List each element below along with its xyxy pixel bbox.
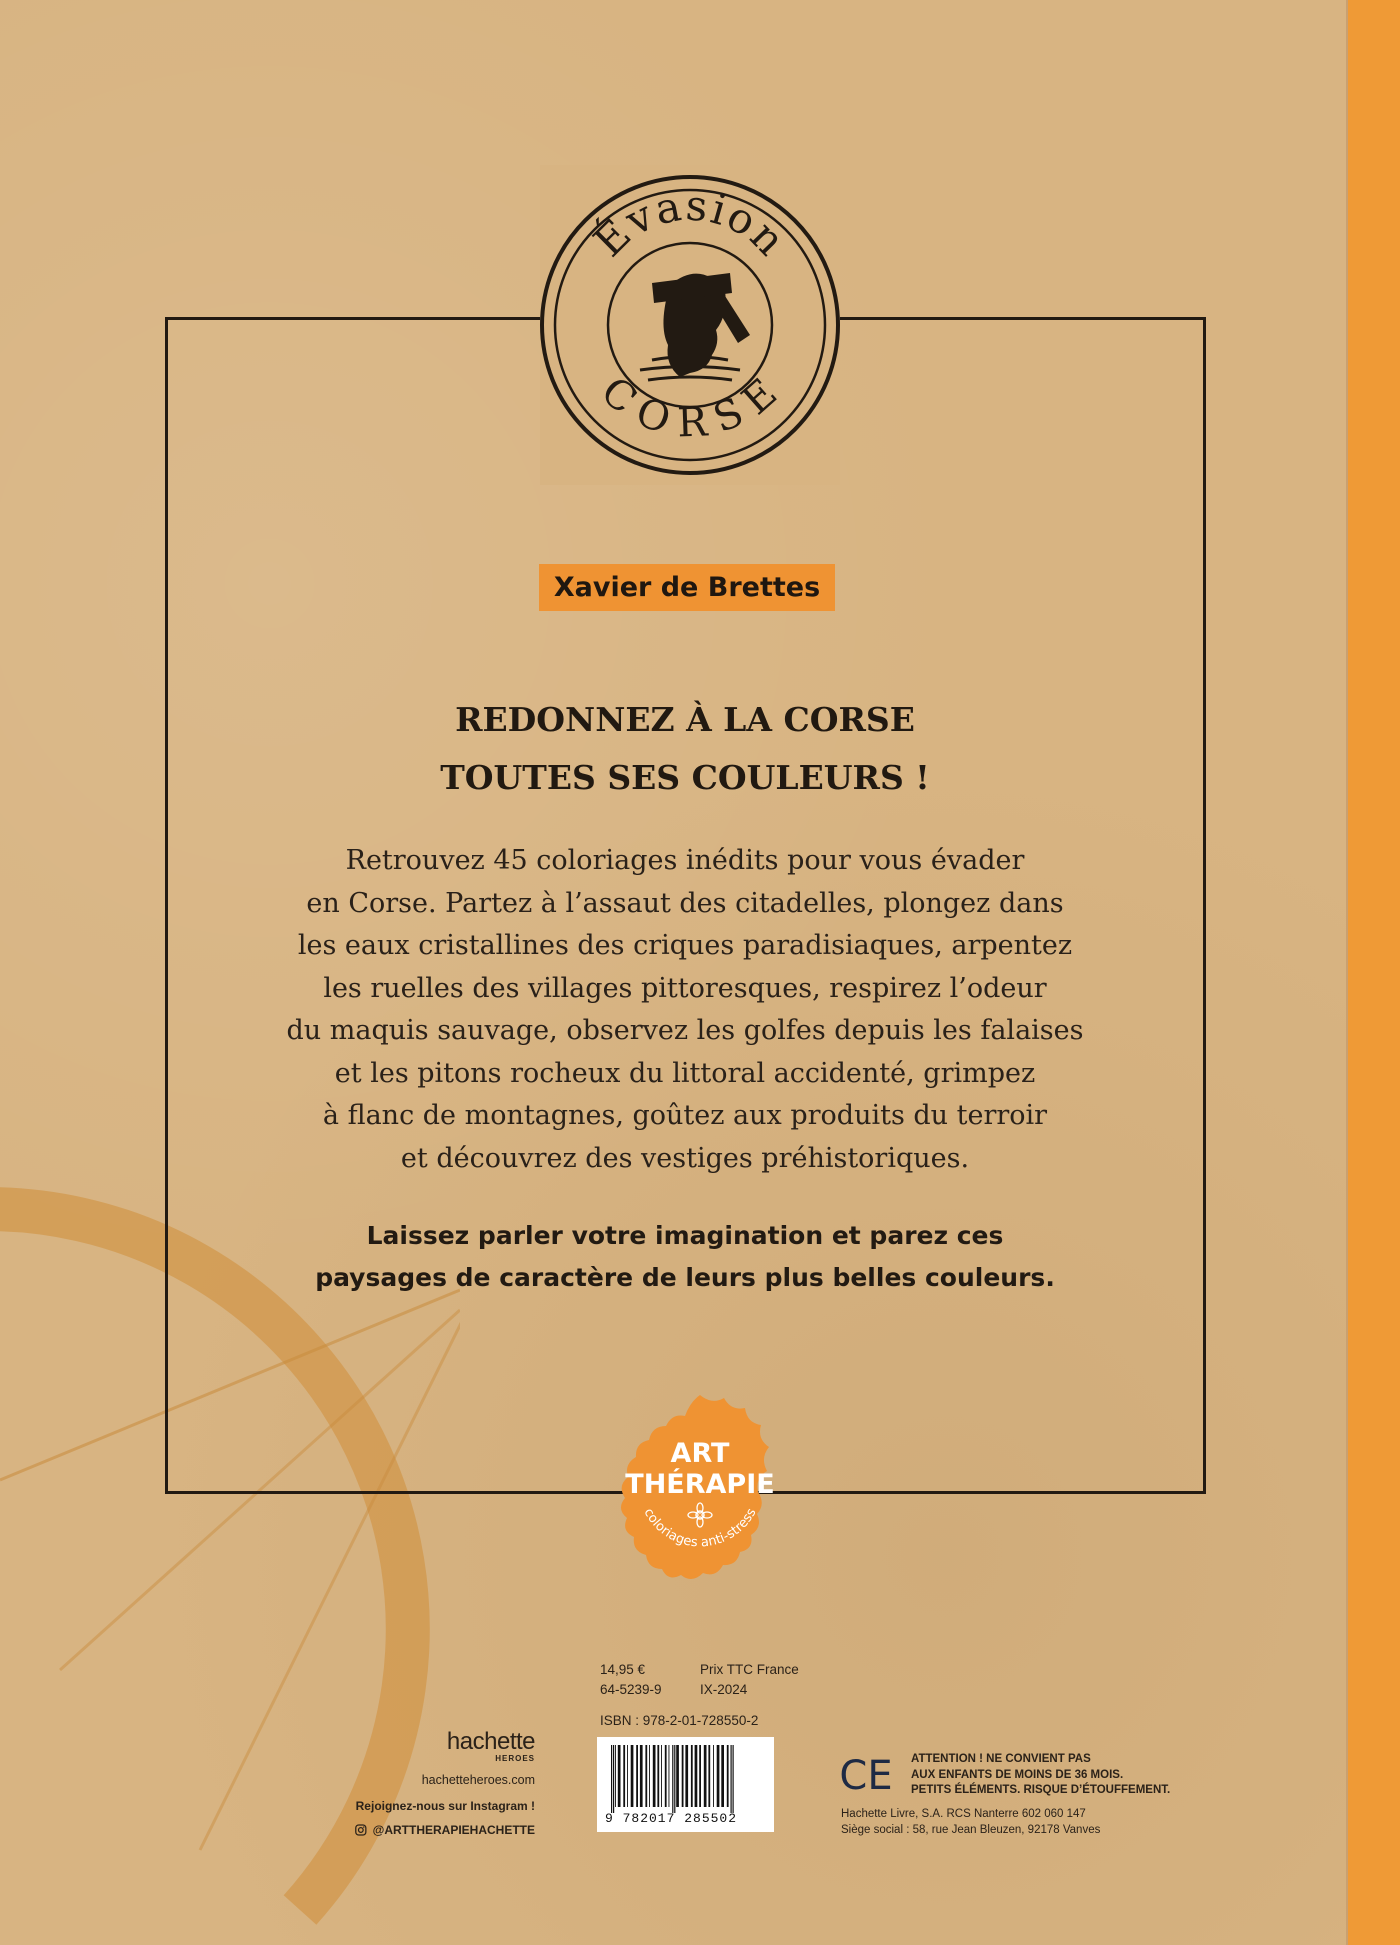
description-line: Retrouvez 45 coloriages inédits pour vous évader — [345, 845, 1025, 876]
headline-line-2: TOUTES SES COULEURS ! — [440, 758, 930, 797]
barcode-number: 9 782017 285502 — [605, 1811, 738, 1826]
barcode-bar — [649, 1745, 650, 1807]
safety-warning — [911, 1752, 1170, 1799]
instagram-prompt: Rejoignez-nous sur Instagram ! — [355, 1799, 535, 1813]
author-name: Xavier de Brettes — [539, 564, 835, 611]
price-amount: 14,95 € — [600, 1662, 646, 1677]
ce-mark-text: CE — [839, 1753, 893, 1797]
barcode — [597, 1737, 774, 1832]
legal-info — [841, 1807, 1100, 1838]
warning-line: PETITS ÉLÉMENTS. RISQUE D’ÉTOUFFEMENT. — [911, 1784, 1171, 1796]
orange-spine — [1348, 0, 1400, 1945]
evasion-corse-logo — [540, 165, 840, 485]
barcode-bar — [713, 1745, 714, 1807]
barcode-guard-bar — [674, 1745, 675, 1813]
barcode-guard-bar — [733, 1745, 734, 1813]
legal-line: Hachette Livre, S.A. RCS Nanterre 602 060 147 — [841, 1808, 1086, 1820]
barcode-guard-bar — [731, 1745, 732, 1813]
barcode-bar — [682, 1745, 684, 1807]
description-line: à flanc de montagnes, goûtez aux produits du terroir — [322, 1100, 1048, 1131]
publisher-url[interactable]: hachetteheroes.com — [421, 1773, 535, 1787]
publisher-block — [355, 1730, 535, 1837]
barcode-bar — [615, 1745, 616, 1807]
barcode-bar — [653, 1745, 656, 1807]
logo-top-text: Évasion — [584, 180, 797, 267]
barcode-guard-bar — [611, 1745, 612, 1813]
price-label: Prix TTC France — [700, 1662, 799, 1677]
publisher-logo: hachette — [446, 1728, 535, 1755]
isbn: ISBN : 978-2-01-728550-2 — [600, 1713, 759, 1728]
barcode-bar — [657, 1745, 659, 1807]
barcode-bar — [717, 1745, 720, 1807]
barcode-bar — [631, 1745, 634, 1807]
tagline-line: paysages de caractère de leurs plus belles couleurs. — [315, 1263, 1055, 1292]
instagram-handle[interactable] — [355, 1823, 535, 1837]
barcode-bar — [669, 1745, 670, 1807]
barcode-bar — [676, 1745, 679, 1807]
badge-arc-text: coloriages anti-stress — [640, 1505, 760, 1551]
publisher-imprint: HEROES — [495, 1754, 535, 1763]
description-line: du maquis sauvage, observez les golfes depuis les falaises — [286, 1015, 1084, 1046]
price-info — [600, 1660, 799, 1700]
description-line: en Corse. Partez à l’assaut des citadelles, plongez dans — [306, 887, 1064, 919]
barcode-bar — [721, 1745, 724, 1807]
barcode-bar — [699, 1745, 701, 1807]
tagline-line: Laissez parler votre imagination et parez ces — [366, 1221, 1004, 1250]
barcode-bar — [623, 1745, 625, 1807]
description-line: les eaux cristallines des criques paradisiaques, arpentez — [297, 930, 1073, 961]
description-line: les ruelles des villages pittoresques, respirez l’odeur — [323, 972, 1047, 1004]
barcode-bar — [661, 1745, 662, 1807]
warning-line: AUX ENFANTS DE MOINS DE 36 MOIS. — [911, 1768, 1124, 1781]
tagline — [200, 1215, 1170, 1299]
art-therapie-badge — [600, 1390, 800, 1590]
barcode-bar — [636, 1745, 638, 1807]
logo-bottom-text: CORSE — [592, 368, 789, 447]
barcode-bar — [645, 1745, 647, 1807]
warning-line: ATTENTION ! NE CONVIENT PAS — [911, 1753, 1091, 1765]
instagram-handle-text: @ARTTHERAPIEHACHETTE — [372, 1823, 535, 1837]
description — [200, 840, 1170, 1180]
barcode-bar — [708, 1745, 710, 1807]
badge-line-1: ART — [670, 1438, 730, 1469]
edition-date: IX-2024 — [700, 1682, 748, 1697]
barcode-bar — [640, 1745, 643, 1807]
barcode-bar — [704, 1745, 707, 1807]
ce-mark-icon — [836, 1753, 896, 1797]
barcode-bar — [727, 1745, 729, 1807]
product-code: 64-5239-9 — [600, 1682, 662, 1697]
headline-line-1: REDONNEZ À LA CORSE — [455, 700, 915, 739]
description-line: et découvrez des vestiges préhistoriques. — [400, 1142, 970, 1174]
legal-line: Siège social : 58, rue Jean Bleuzen, 92178 Vanves — [841, 1823, 1101, 1836]
barcode-bar — [695, 1745, 698, 1807]
description-line: et les pitons rocheux du littoral accidenté, grimpez — [334, 1057, 1036, 1089]
barcode-bar — [685, 1745, 688, 1807]
barcode-bar — [627, 1745, 628, 1807]
instagram-icon — [355, 1824, 367, 1836]
barcode-bar — [618, 1745, 621, 1807]
barcode-bar — [665, 1745, 667, 1807]
barcode-bar — [691, 1745, 693, 1807]
badge-line-2: THÉRAPIE — [625, 1469, 775, 1500]
barcode-guard-bar — [613, 1745, 614, 1813]
barcode-guard-bar — [672, 1745, 673, 1813]
